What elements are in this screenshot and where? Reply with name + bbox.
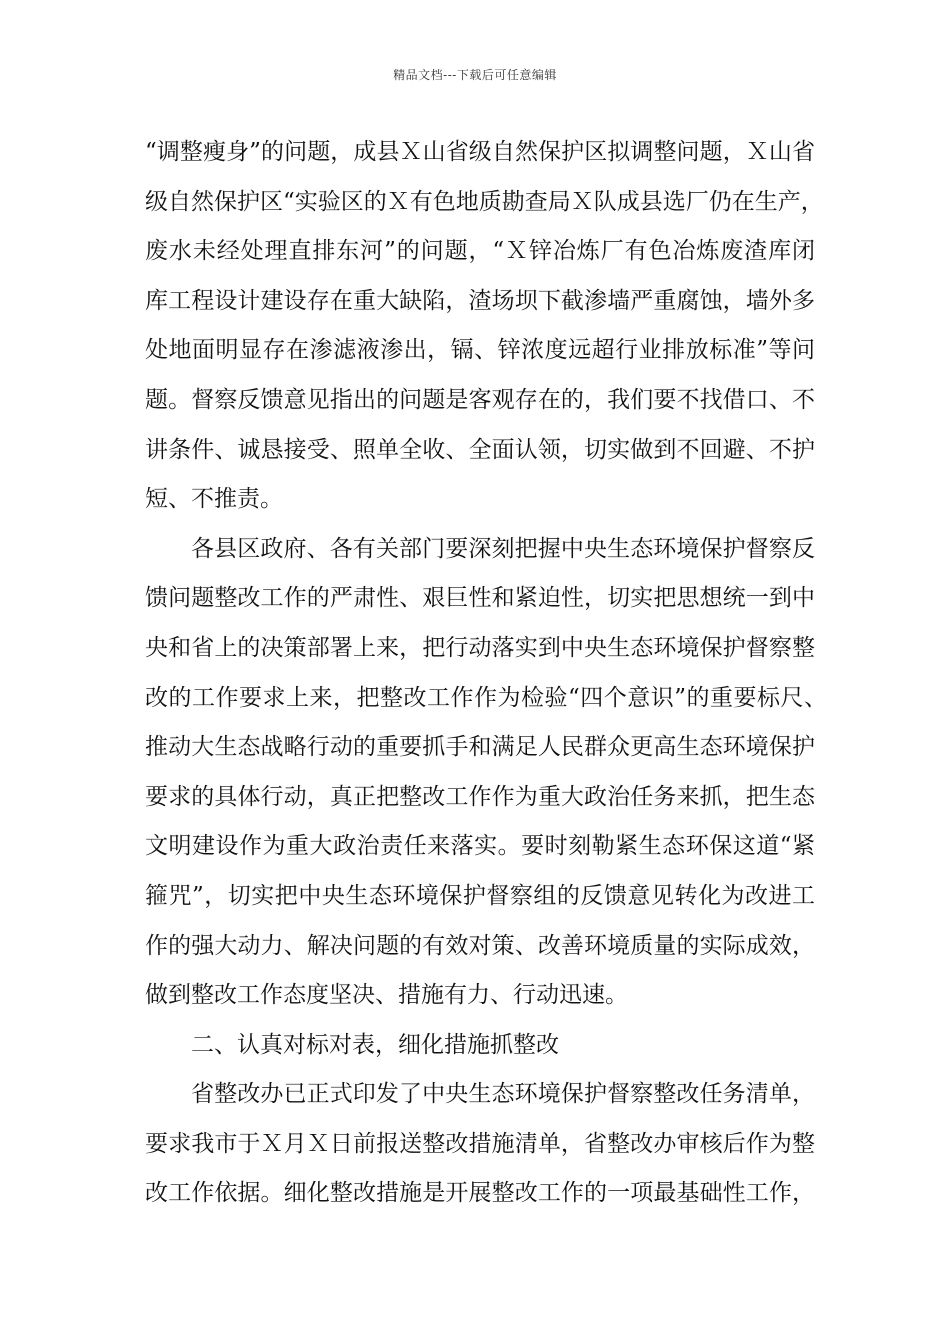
text-line: “调整瘦身”的问题，成县Ｘ山省级自然保护区拟调整问题，Ｘ山省 <box>145 139 815 165</box>
text-line: 馈问题整改工作的严肃性、艰巨性和紧迫性，切实把思想统一到中 <box>145 585 815 612</box>
text-line: 处地面明显存在渗滤液渗出，镉、锌浓度远超行业排放标准”等问 <box>145 337 815 364</box>
text-line: 级自然保护区“实验区的Ｘ有色地质勘查局Ｘ队成县选厂仍在生产， <box>145 188 824 215</box>
text-line: 讲条件、诚恳接受、照单全收、全面认领，切实做到不回避、不护 <box>145 436 815 463</box>
text-line: 题。督察反馈意见指出的问题是客观存在的，我们要不找借口、不 <box>145 386 815 413</box>
paragraph-3 <box>145 1070 815 1219</box>
section-heading <box>145 1021 815 1071</box>
document-body <box>145 128 827 1219</box>
text-line: 改的工作要求上来，把整改工作作为检验“四个意识”的重要标尺、 <box>145 684 827 711</box>
text-line: 央和省上的决策部署上来，把行动落实到中央生态环境保护督察整 <box>145 634 815 661</box>
text-line: 改工作依据。细化整改措施是开展整改工作的一项最基础性工作， <box>145 1180 815 1207</box>
text-line: 文明建设作为重大政治责任来落实。要时刻勒紧生态环保这道“紧 <box>145 833 815 860</box>
text-line: 库工程设计建设存在重大缺陷，渣场坝下截渗墙严重腐蚀，墙外多 <box>145 287 815 314</box>
text-line: 要求我市于Ｘ月Ｘ日前报送整改措施清单，省整改办审核后作为整 <box>145 1130 815 1157</box>
text-line: 要求的具体行动，真正把整改工作作为重大政治任务来抓，把生态 <box>145 783 815 810</box>
text-line: 箍咒”，切实把中央生态环境保护督察组的反馈意见转化为改进工 <box>145 882 815 909</box>
text-line: 作的强大动力、解决问题的有效对策、改善环境质量的实际成效， <box>145 932 815 959</box>
page-header: 精品文档---下载后可任意编辑 <box>393 68 557 82</box>
text-line: 省整改办已正式印发了中央生态环境保护督察整改任务清单， <box>191 1081 815 1108</box>
text-line: 推动大生态战略行动的重要抓手和满足人民群众更高生态环境保护 <box>145 734 815 761</box>
text-line: 短、不推责。 <box>145 486 283 513</box>
text-line: 各县区政府、各有关部门要深刻把握中央生态环境保护督察反 <box>191 535 815 562</box>
paragraph-1 <box>145 128 824 525</box>
text-line: 废水未经处理直排东河”的问题，“Ｘ锌冶炼厂有色冶炼废渣库闭 <box>145 238 815 265</box>
section-heading-text: 二、认真对标对表，细化措施抓整改 <box>191 1031 559 1058</box>
paragraph-2 <box>145 525 827 1021</box>
text-line: 做到整改工作态度坚决、措施有力、行动迅速。 <box>145 982 628 1009</box>
